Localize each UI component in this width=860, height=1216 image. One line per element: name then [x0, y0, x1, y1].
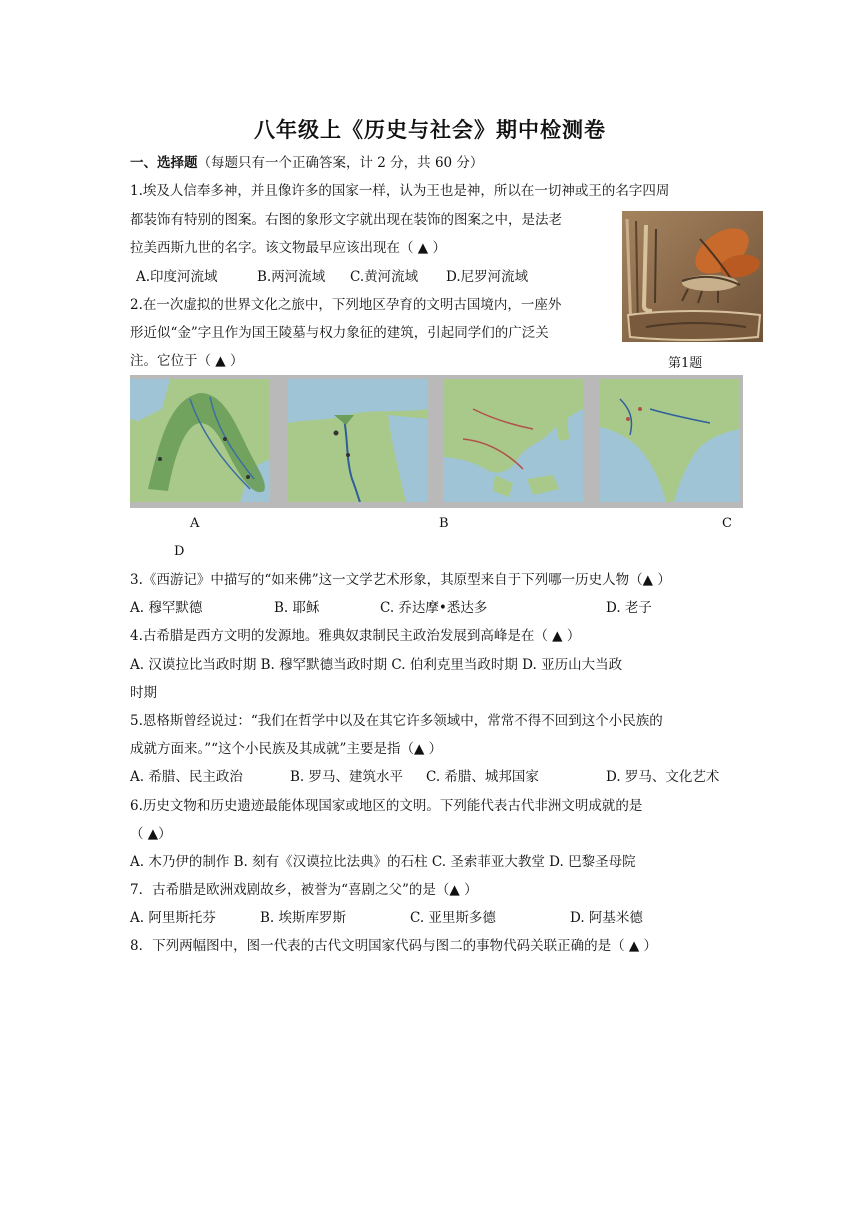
q7-option-c: C. 亚里斯多德	[410, 910, 496, 926]
q3-options	[130, 598, 730, 618]
q1-line3: 拉美西斯九世的名字。该文物最早应该出现在（ ▲ ）	[130, 240, 446, 256]
q6-line2: （ ▲）	[130, 826, 172, 842]
q2-line3: 注。它位于（ ▲ ）	[130, 353, 244, 369]
q5-line1: 5.恩格斯曾经说过：“我们在哲学中以及在其它许多领域中，常常不得不回到这个小民族的	[130, 713, 663, 729]
map-label-c: C	[722, 516, 732, 531]
q1-option-b: B.两河流域	[257, 269, 326, 285]
q5-option-d: D. 罗马、文化艺术	[606, 769, 720, 785]
q5-option-c: C. 希腊、城邦国家	[426, 769, 539, 785]
q7-option-a: A. 阿里斯托芬	[130, 910, 216, 926]
q3-option-a: A. 穆罕默德	[130, 600, 203, 616]
page-title: 八年级上《历史与社会》期中检测卷	[254, 117, 606, 142]
map-a-mesopotamia	[130, 379, 270, 502]
map-d-india	[600, 379, 740, 502]
q4-stem: 4.古希腊是西方文明的发源地。雅典奴隶制民主政治发展到高峰是在（ ▲ ）	[130, 628, 581, 644]
q4-options-cont: 时期	[130, 685, 157, 701]
q2-line1: 2.在一次虚拟的世界文化之旅中，下列地区孕育的文明古国境内，一座外	[130, 297, 562, 313]
q1-line1: 1.埃及人信奉多神，并且像许多的国家一样，认为王也是神，所以在一切神或王的名字四周	[130, 183, 670, 199]
q8-stem: 8．下列两幅图中，图一代表的古代文明国家代码与图二的事物代码关联正确的是（ ▲ ）	[130, 938, 658, 954]
map-options-strip	[130, 375, 743, 508]
q3-option-d: D. 老子	[606, 600, 652, 616]
q7-option-d: D. 阿基米德	[570, 910, 643, 926]
q7-option-b: B. 埃斯库罗斯	[260, 910, 347, 926]
figure1-caption: 第1题	[668, 356, 703, 371]
map-label-d: D	[174, 544, 185, 559]
q1-line2: 都装饰有特别的图案。右图的象形文字就出现在装饰的图案之中，是法老	[130, 212, 562, 228]
q7-options	[130, 908, 730, 928]
section-title: 一、选择题	[130, 155, 198, 171]
q5-option-b: B. 罗马、建筑水平	[290, 769, 404, 785]
q5-options	[130, 767, 730, 787]
q6-options: A. 木乃伊的制作 B. 刻有《汉谟拉比法典》的石柱 C. 圣索菲亚大教堂 D. 巴黎圣母院	[130, 854, 636, 870]
q1-option-d: D.尼罗河流域	[446, 269, 529, 285]
q1-option-a: A.印度河流域	[136, 269, 218, 285]
q3-stem: 3.《西游记》中描写的“如来佛”这一文学艺术形象，其原型来自于下列哪一历史人物（▲ ）	[130, 572, 671, 588]
hieroglyph-relief-image	[622, 211, 763, 342]
q7-stem: 7．古希腊是欧洲戏剧故乡，被誉为“喜剧之父”的是（▲ ）	[130, 882, 478, 898]
map-c-east-asia	[443, 379, 583, 502]
section-note: （每题只有一个正确答案，计 2 分，共 60 分）	[197, 155, 484, 171]
q2-line2: 形近似“金”字且作为国王陵墓与权力象征的建筑，引起同学们的广泛关	[130, 325, 549, 341]
section-heading	[130, 153, 730, 173]
q5-line2: 成就方面来。”“这个小民族及其成就”主要是指（▲ ）	[130, 741, 443, 757]
q5-option-a: A. 希腊、民主政治	[130, 769, 243, 785]
map-label-b: B	[439, 516, 449, 531]
q1-option-c: C.黄河流域	[350, 269, 419, 285]
q6-line1: 6.历史文物和历史遗迹最能体现国家或地区的文明。下列能代表古代非洲文明成就的是	[130, 798, 643, 814]
map-b-nile	[288, 379, 428, 502]
q4-options: A. 汉谟拉比当政时期 B. 穆罕默德当政时期 C. 伯利克里当政时期 D. 亚历山大当政	[130, 657, 623, 673]
q3-option-c: C. 乔达摩•悉达多	[380, 600, 488, 616]
map-label-a: A	[190, 516, 200, 531]
q3-option-b: B. 耶稣	[274, 600, 320, 616]
